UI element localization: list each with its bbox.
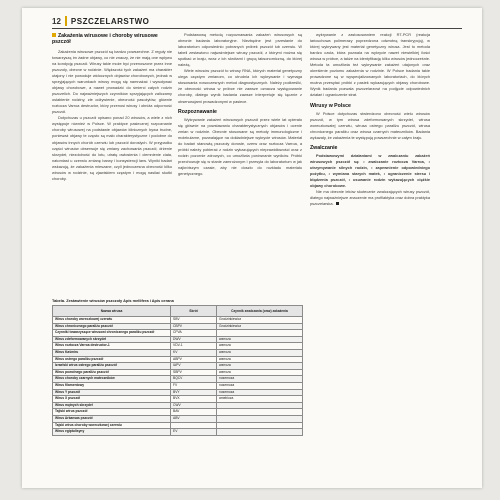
table-cell: Wirus zdeformowanych skrzydeł bbox=[53, 336, 171, 343]
table-cell: Tajski wirus choroby woreczkowej czerwiu bbox=[53, 422, 171, 429]
subtitle-wirusy-w-polsce: Wirusy w Polsce bbox=[310, 102, 351, 109]
table-cell: Wirus Arkansas pszczół bbox=[53, 415, 171, 422]
column-2-paragraphs bbox=[178, 32, 302, 105]
table-cell: CWV bbox=[171, 402, 217, 409]
header-divider bbox=[65, 16, 67, 26]
table-cell: KV bbox=[171, 349, 217, 356]
table-cell bbox=[217, 409, 303, 416]
table-cell: Grodzinkiewicz bbox=[217, 317, 303, 324]
table-cell: warroza bbox=[217, 336, 303, 343]
table-cell: Tajlski wirus pszczół bbox=[53, 409, 171, 416]
table-cell: ABPV bbox=[171, 356, 217, 363]
table-cell: VDV-1 bbox=[171, 343, 217, 350]
table-row bbox=[53, 376, 303, 383]
column-3-paragraphs-2 bbox=[310, 111, 430, 141]
table-row bbox=[53, 415, 303, 422]
virus-table bbox=[52, 305, 303, 436]
column-3 bbox=[310, 32, 430, 207]
column-3-paragraphs bbox=[310, 32, 430, 99]
table-header-row bbox=[53, 306, 303, 317]
table-row bbox=[53, 356, 303, 363]
table-cell: nosemoza bbox=[217, 376, 303, 383]
table-body bbox=[53, 317, 303, 436]
table-caption: Tabela. Zestawienie wirusów pszczoły Apis mellifera i Apis cerana bbox=[52, 298, 174, 303]
table-cell: warroza bbox=[217, 343, 303, 350]
paragraph: Nie ma obecnie leków skutecznie zwalczających wirusy pszczół, dlatego najważniejsze znaczenie ma profilaktyka oraz dobra praktyka pszczelarska. bbox=[310, 189, 430, 207]
table-cell: SBPV bbox=[171, 369, 217, 376]
column-1 bbox=[52, 32, 172, 182]
table-cell: FV bbox=[171, 382, 217, 389]
article-title: Zakażenia wirusowe i choroby wirusowe pszczół bbox=[52, 33, 158, 46]
paragraph: Wykrywanie zakażeń wirusowych pszczół przez wiele lat opierało się głównie na powstawaniu charakterystycznych objawów i ocenie zmian w rodzinie. Obecnie stosowane są metody immunologiczne i molekularne, pozwalające na dokładniejsze wykrycie wirusów. Materiał do badań stanowią pszczoły dorosłe, czerw oraz roztocza Varroa, a próbki należy pobierać z rodzin wykazujących nieprawidłowości oraz z rodzin pozornie zdrowych, co umożliwia porównanie wyników. Próbki przechowuje się w stanie zamrożonym i przesyła do laboratorium w jak najkrótszym czasie, aby nie doszło do rozkładu materiału genetycznego. bbox=[178, 116, 302, 177]
table-cell: BVY bbox=[171, 389, 217, 396]
table-cell: SBV bbox=[171, 317, 217, 324]
table-cell: Wirus egiptulisyny bbox=[53, 429, 171, 436]
page-number: 12 bbox=[52, 16, 61, 26]
column-3-paragraphs-3 bbox=[310, 189, 430, 207]
subtitle-zwalczanie: Zwalczanie bbox=[310, 144, 338, 151]
table-row bbox=[53, 369, 303, 376]
subtitle-rozpoznawanie: Rozpoznawanie bbox=[178, 108, 217, 115]
table-row bbox=[53, 389, 303, 396]
paragraph: wykrywanie z zastosowaniem reakcji RT-PCR (reakcja łańcuchowa polimerazy poprzedzona odwrotną transkrypcją), w której wykrywany jest materiał genetyczny wirusa. Jest to metoda bardzo czuła, która pozwala na wykrycie nawet niewielkiej ilości wirusa w próbce, a także na identyfikację kilku wirusów jednocześnie. Metoda ta umożliwia też wykrywanie zakażeń utajonych oraz określenie poziomu zakażenia w rodzinie. W Polsce badania takie prowadzone są w wyspecjalizowanych laboratoriach, do których można przesyłać próbki z pasiek wykazujących objawy chorobowe. Wynik badania pozwala pszczelarzowi na podjęcie odpowiednich działań i ograniczenie strat. bbox=[310, 32, 430, 98]
table-row bbox=[53, 382, 303, 389]
table-cell bbox=[217, 429, 303, 436]
table-cell: Grodzinkiewicz bbox=[217, 323, 303, 330]
table-row bbox=[53, 422, 303, 429]
table-row bbox=[53, 349, 303, 356]
table-cell bbox=[217, 330, 303, 337]
table-cell: Wirus chronicznego paraliżu pszczół bbox=[53, 323, 171, 330]
paragraph: Zakażenia wirusowe pszczół są bardzo powszechne. Z reguły nie towarzyszą im żadne objawy, co nie znaczy, że nie mają one wpływu na kondycję pszczół. Wirusy takie może być przenoszone przez inne pszczoły, obecne w rodzinie. Większość tych zakażeń ma charakter utajony i nie powoduje widocznych objawów chorobowych, jednak w sprzyjających warunkach wirusy mogą się namnażać i wywoływać objawy chorobowe, a nawet prowadzić do śmierci całych rodzin pszczelich. Do najważniejszych czynników sprzyjających zaliczamy osłabienie rodziny, złe odżywienie, obecność pasożytów, głównie roztocza Varroa destructor, który przenosi wirusy i obniża odporność pszczół. bbox=[52, 48, 172, 115]
table-header-cell: Nazwa wirusa bbox=[53, 306, 171, 317]
table-cell: nosemoza bbox=[217, 389, 303, 396]
table-cell: Wirus mętnych skrzydeł bbox=[53, 402, 171, 409]
table-cell: warroza bbox=[217, 363, 303, 370]
table-cell: warroza bbox=[217, 349, 303, 356]
title-square-icon bbox=[52, 33, 56, 37]
table-row bbox=[53, 323, 303, 330]
table-header-cell: Skrót bbox=[171, 306, 217, 317]
paragraph: Wiele wirusów pszczół to wirusy RNA, których materiał genetyczny ulega częstym zmianom, co utrudnia ich wykrywanie i wymaga stosowania nowoczesnych metod diagnostycznych. Należy podkreślić, że obecność wirusa w próbce nie zawsze oznacza występowanie choroby, dlatego wynik badania zawsze interpretuje się łącznie z obserwacjami prowadzonymi w pasiece. bbox=[178, 68, 302, 104]
column-1-paragraphs bbox=[52, 49, 172, 182]
virus-table-block bbox=[52, 298, 302, 436]
table-cell: Izraelski wirus ostrego paraliżu pszczół bbox=[53, 363, 171, 370]
column-2-paragraphs-2 bbox=[178, 117, 302, 177]
table-row bbox=[53, 402, 303, 409]
table-cell: warroza bbox=[217, 369, 303, 376]
table-row bbox=[53, 330, 303, 337]
section-title: PSZCZELARSTWO bbox=[70, 16, 150, 26]
table-cell: BAV bbox=[171, 409, 217, 416]
table-cell: IAPV bbox=[171, 363, 217, 370]
table-cell: BQCV bbox=[171, 376, 217, 383]
table-cell: ABV bbox=[171, 415, 217, 422]
table-cell: Wirus choroby woreczkowej czerwiu bbox=[53, 317, 171, 324]
table-cell bbox=[171, 422, 217, 429]
table-cell bbox=[217, 422, 303, 429]
table-cell: nosemoza bbox=[217, 382, 303, 389]
table-row bbox=[53, 317, 303, 324]
paragraph: Dotychczas u pszczół opisano ponad 20 wirusów, a wiele z nich występuje również w Polsce. W praktyce pasiecznej rozpoznanie choroby wirusowej na podstawie objawów klinicznych bywa trudne, ponieważ objawy te często są mało charakterystyczne i podobne do objawów innych chorób czerwiu lub pszczół dorosłych. W przypadku części wirusów obserwuje się zmiany zachowania pszczół, drżenie skrzydeł, niezdolność do lotu, utratę owłosienia i ciemnienie ciała, natomiast u czerwiu zmianę barwy i konsystencji larw. Wyniki badań wskazują, że zakażenia mieszane, czyli jednoczesna obecność kilku wirusów w rodzinie, są zjawiskiem częstym i mogą nasilać skutki choroby. bbox=[52, 115, 172, 181]
table-cell: CBPV bbox=[171, 323, 217, 330]
table-cell: EV bbox=[171, 429, 217, 436]
table-cell: Wirus Kašmiru bbox=[53, 349, 171, 356]
table-cell: Czynniki towarzyszące wirusowi chronicznego paraliżu pszczół bbox=[53, 330, 171, 337]
table-cell: amebioza bbox=[217, 396, 303, 403]
table-cell: Wirus Y pszczół bbox=[53, 389, 171, 396]
table-cell bbox=[217, 402, 303, 409]
table-cell: warroza bbox=[217, 356, 303, 363]
document-page bbox=[22, 8, 482, 488]
table-row bbox=[53, 396, 303, 403]
paragraph: W Polsce dotychczas stwierdzono obecność wielu wirusów pszczół, w tym wirusa zdeformowanych skrzydeł, wirusa woreczkowatej czerwiu, wirusa ostrego paraliżu pszczół, wirusa chronicznego paraliżu oraz wirusa czarnych mateczników. Badania wykazały, że zakażenia te występują powszechnie w całym kraju. bbox=[310, 110, 430, 140]
table-cell: Wirus powolnego paraliżu pszczół bbox=[53, 369, 171, 376]
table-row bbox=[53, 409, 303, 416]
table-cell: BVX bbox=[171, 396, 217, 403]
table-cell: CPVA bbox=[171, 330, 217, 337]
table-cell: Wirus ostrego paraliżu pszczół bbox=[53, 356, 171, 363]
table-row bbox=[53, 343, 303, 350]
table-cell: Wirus choroby czarnych mateczników bbox=[53, 376, 171, 383]
end-of-article-square-icon bbox=[336, 202, 339, 205]
page-header bbox=[52, 14, 462, 29]
bold-paragraph: Podstawowymi działaniami w zwalczaniu zakażeń wirusowych pszczół są: • zwalczanie roztocza Varroa, • utrzymywanie silnych rodzin, • zapewnienie odpowiedniego pożytku, • wymiana starych matek, • ograniczenie stresu i błądzenia pszczół, • usuwanie rodzin wykazujących ciężkie objawy chorobowe. bbox=[310, 152, 430, 189]
column-2 bbox=[178, 32, 302, 177]
table-cell bbox=[217, 415, 303, 422]
table-row bbox=[53, 336, 303, 343]
table-cell: DWV bbox=[171, 336, 217, 343]
table-header-cell: Czynnik zwalczania (oraz) zakażenia bbox=[217, 306, 303, 317]
table-cell: Wirus filamentowy bbox=[53, 382, 171, 389]
table-cell: Wirus roztocza Varroa destructor-1 bbox=[53, 343, 171, 350]
table-row bbox=[53, 363, 303, 370]
table-row bbox=[53, 429, 303, 436]
paragraph: Podstawową metodą rozpoznawania zakażeń wirusowych są obecnie badania laboratoryjne. Niezbędne jest przesłanie do laboratorium odpowiednio pobranych próbek pszczół lub czerwiu. W tabeli zestawiono najważniejsze wirusy pszczół, z którymi można się spotkać w kraju, wraz z ich skrótami i grupą taksonomiczną, do której należą. bbox=[178, 32, 302, 68]
table-cell: Wirus X pszczół bbox=[53, 396, 171, 403]
